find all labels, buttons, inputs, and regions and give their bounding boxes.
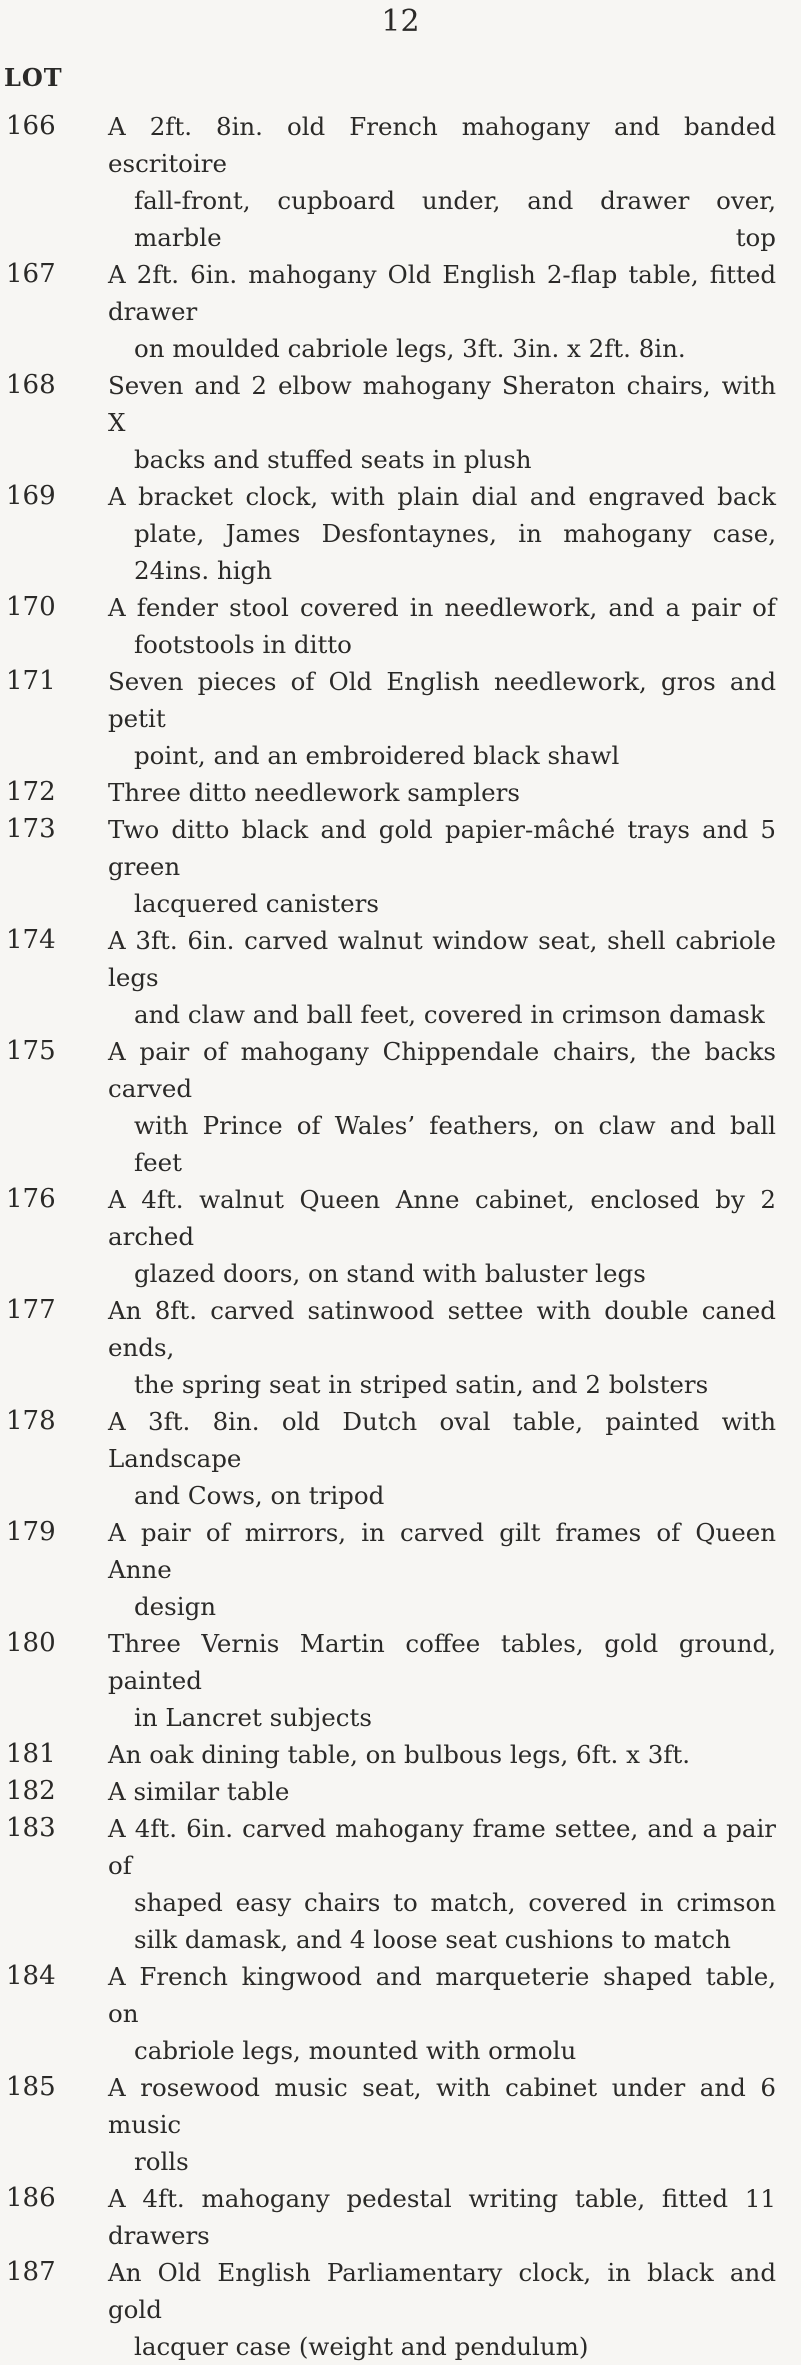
lot-entry (0, 478, 801, 589)
lot-description (108, 1810, 776, 1958)
lot-description-line: A similar table (108, 1777, 290, 1806)
lot-description (108, 1514, 776, 1625)
lot-description-line: An oak dining table, on bulbous legs, 6ft. x 3ft. (108, 1740, 691, 1769)
lot-description-line: Seven pieces of Old English needlework, gros and petit (108, 667, 776, 733)
lot-entry (0, 774, 801, 811)
lot-entry (0, 108, 801, 256)
lot-number: 179 (6, 1517, 56, 1547)
lot-description-line: A 2ft. 6in. mahogany Old English 2-flap table, fitted drawer (108, 260, 776, 326)
lot-description (108, 1773, 776, 1810)
lot-entry (0, 1773, 801, 1810)
lot-description-continuation: on moulded cabriole legs, 3ft. 3in. x 2ft. 8in. (134, 334, 686, 363)
lot-description-continuation: fall-front, cupboard under, and drawer over, marble top (134, 186, 776, 252)
lot-number: 168 (6, 370, 56, 400)
lot-number: 184 (6, 1961, 56, 1991)
lot-entry (0, 2180, 801, 2254)
lot-description-continuation: plate, James Desfontaynes, in mahogany case, 24ins. high (134, 519, 776, 585)
lot-description (108, 2069, 776, 2180)
lot-number: 170 (6, 592, 56, 622)
lot-description-line: A pair of mahogany Chippendale chairs, the backs carved (108, 1037, 776, 1103)
lot-description-continuation: point, and an embroidered black shawl (134, 741, 620, 770)
lot-number: 167 (6, 259, 56, 289)
lot-description (108, 2254, 776, 2365)
lot-description-line: An Old English Parliamentary clock, in black and gold (108, 2258, 776, 2324)
lot-description-line: A 2ft. 8in. old French mahogany and banded escritoire (108, 112, 776, 178)
lot-number: 172 (6, 777, 56, 807)
lot-entry (0, 1403, 801, 1514)
lot-description-continuation: and claw and ball feet, covered in crimson damask (134, 1000, 765, 1029)
lot-description-line: A 3ft. 6in. carved walnut window seat, shell cabriole legs (108, 926, 776, 992)
lot-description-line: A pair of mirrors, in carved gilt frames of Queen Anne (108, 1518, 776, 1584)
lot-description-line: Three ditto needlework samplers (108, 778, 520, 807)
lot-description-continuation: lacquered canisters (134, 889, 379, 918)
lot-description-continuation: cabriole legs, mounted with ormolu (134, 2036, 577, 2065)
lot-number: 166 (6, 111, 56, 141)
lot-description (108, 478, 776, 589)
lot-description-line: Two ditto black and gold papier-mâché trays and 5 green (108, 815, 776, 881)
lot-entry (0, 663, 801, 774)
lot-description-line: A 4ft. mahogany pedestal writing table, fitted 11 drawers (108, 2184, 776, 2250)
lot-description-continuation: shaped easy chairs to match, covered in crimson silk damask, and 4 loose seat cushions to match (134, 1888, 776, 1954)
lot-number: 171 (6, 666, 56, 696)
lot-entry (0, 1033, 801, 1181)
lot-entry (0, 922, 801, 1033)
lot-number: 169 (6, 481, 56, 511)
lot-entry (0, 367, 801, 478)
lot-number: 177 (6, 1295, 56, 1325)
lot-description (108, 1958, 776, 2069)
lot-description (108, 589, 776, 663)
lot-column-header: LOT (4, 63, 63, 92)
lot-entry (0, 2254, 801, 2365)
lot-description (108, 1625, 776, 1736)
lot-description (108, 1403, 776, 1514)
lot-entry (0, 1625, 801, 1736)
lot-description-line: An 8ft. carved satinwood settee with double caned ends, (108, 1296, 776, 1362)
lot-description (108, 108, 776, 256)
lot-entry (0, 1736, 801, 1773)
lot-description-continuation: lacquer case (weight and pendulum) (134, 2332, 589, 2361)
lot-description-line: Seven and 2 elbow mahogany Sheraton chairs, with X (108, 371, 776, 437)
lot-number: 180 (6, 1628, 56, 1658)
lot-number: 176 (6, 1184, 56, 1214)
lot-description (108, 1181, 776, 1292)
lot-description-line: A 4ft. walnut Queen Anne cabinet, enclosed by 2 arched (108, 1185, 776, 1251)
lot-description-continuation: footstools in ditto (134, 630, 352, 659)
lot-entry (0, 1292, 801, 1403)
lot-description-line: A 3ft. 8in. old Dutch oval table, painted with Landscape (108, 1407, 776, 1473)
lot-description-continuation: and Cows, on tripod (134, 1481, 385, 1510)
lot-description (108, 774, 776, 811)
lot-description (108, 1736, 776, 1773)
lot-number: 185 (6, 2072, 56, 2102)
lot-number: 187 (6, 2257, 56, 2287)
lot-description-line: A bracket clock, with plain dial and engraved back (108, 482, 776, 511)
lot-description-continuation: backs and stuffed seats in plush (134, 445, 532, 474)
page-number: 12 (381, 4, 420, 39)
lot-number: 175 (6, 1036, 56, 1066)
lot-description-continuation: glazed doors, on stand with baluster legs (134, 1259, 646, 1288)
lot-description-continuation: with Prince of Wales’ feathers, on claw and ball feet (134, 1111, 776, 1177)
lot-number: 183 (6, 1813, 56, 1843)
lot-description-line: A rosewood music seat, with cabinet under and 6 music (108, 2073, 776, 2139)
lot-description-line: Three Vernis Martin coffee tables, gold ground, painted (108, 1629, 776, 1695)
lot-list (0, 108, 801, 2365)
lot-description-continuation: in Lancret subjects (134, 1703, 372, 1732)
lot-description-continuation: the spring seat in striped satin, and 2 bolsters (134, 1370, 709, 1399)
lot-number: 182 (6, 1776, 56, 1806)
lot-number: 186 (6, 2183, 56, 2213)
lot-description (108, 367, 776, 478)
lot-description (108, 663, 776, 774)
lot-description (108, 1033, 776, 1181)
lot-entry (0, 589, 801, 663)
lot-description (108, 1292, 776, 1403)
lot-description (108, 2180, 776, 2254)
lot-number: 178 (6, 1406, 56, 1436)
lot-entry (0, 1810, 801, 1958)
lot-description (108, 256, 776, 367)
lot-entry (0, 2069, 801, 2180)
lot-description-line: A French kingwood and marqueterie shaped table, on (108, 1962, 776, 2028)
lot-description-line: A 4ft. 6in. carved mahogany frame settee, and a pair of (108, 1814, 776, 1880)
lot-description (108, 811, 776, 922)
lot-description-line: A fender stool covered in needlework, and a pair of (108, 593, 776, 622)
lot-entry (0, 256, 801, 367)
lot-entry (0, 811, 801, 922)
lot-description (108, 922, 776, 1033)
lot-entry (0, 1958, 801, 2069)
lot-number: 174 (6, 925, 56, 955)
lot-number: 181 (6, 1739, 56, 1769)
lot-description-continuation: rolls (134, 2147, 189, 2176)
lot-entry (0, 1514, 801, 1625)
lot-entry (0, 1181, 801, 1292)
lot-description-continuation: design (134, 1592, 217, 1621)
lot-number: 173 (6, 814, 56, 844)
